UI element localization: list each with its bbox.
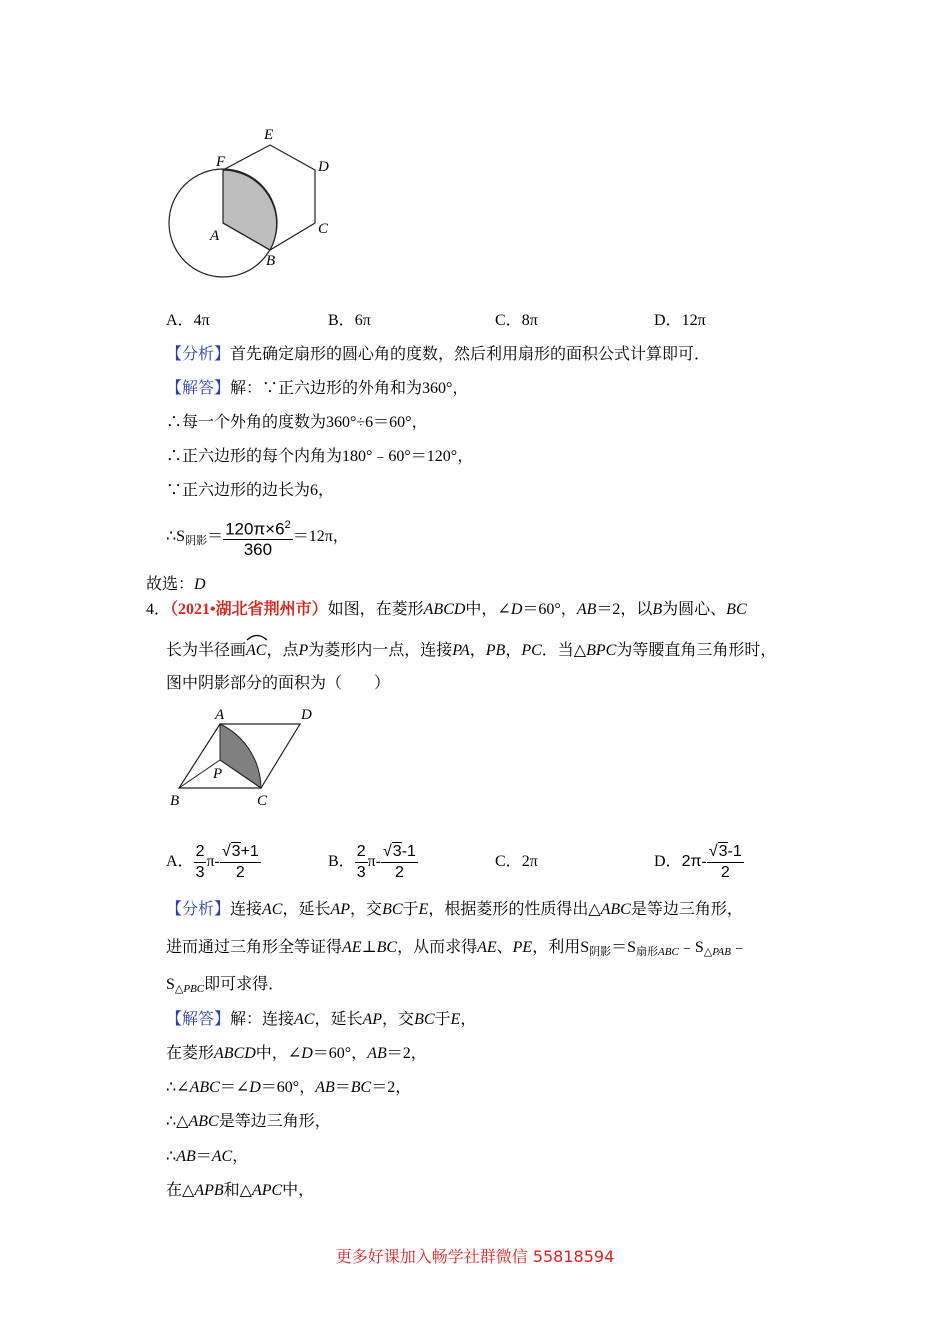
q4-option-a: A． $\frac{2}{3}$ π- $\frac{√3+1}{2}$ bbox=[166, 842, 259, 881]
hexagon-circle-figure bbox=[160, 120, 350, 285]
label-D: D bbox=[301, 707, 312, 723]
prev-answer-1: 【解答】解：∵正六边形的外角和为360°， bbox=[166, 380, 469, 397]
label-A: A bbox=[210, 228, 220, 244]
q4-option-c: C．2π bbox=[495, 853, 538, 870]
q4-answer-4: ∴△ABC是等边三角形， bbox=[166, 1113, 331, 1130]
label-E: E bbox=[264, 127, 274, 143]
q4-line-1: 4．（2021•湖北省荆州市）如图，在菱形ABCD中，∠D＝60°，AB＝2，以B为圆心、BC bbox=[146, 601, 747, 618]
prev-answer-2: ∴每一个外角的度数为360°÷6＝60°， bbox=[166, 414, 428, 431]
prev-option-a: A．4π bbox=[166, 312, 210, 329]
q4-analysis-1: 【分析】连接AC，延长AP，交BC于E，根据菱形的性质得出△ABC是等边三角形， bbox=[166, 901, 743, 918]
q4-answer-6: 在△APB和△APC中， bbox=[166, 1182, 315, 1199]
arc-symbol bbox=[246, 633, 268, 641]
prev-analysis: 【分析】首先确定扇形的圆心角的度数，然后利用扇形的面积公式计算即可． bbox=[166, 346, 711, 363]
q4-line-3: 图中阴影部分的面积为（ ） bbox=[166, 675, 391, 692]
footer-promo: 更多好课加入畅学社群微信 55818594 bbox=[335, 1247, 615, 1266]
q4-option-b: B． $\frac{2}{3}$ π- $\frac{√3-1}{2}$ bbox=[328, 842, 416, 881]
prev-choice: 故选：D bbox=[146, 576, 206, 593]
q4-analysis-3: $S_{\triangle PBC}$即可求得． bbox=[166, 976, 285, 995]
q4-option-d: D．2π- $\frac{√3-1}{2}$ bbox=[654, 842, 742, 881]
label-C: C bbox=[257, 793, 268, 809]
label-A: A bbox=[215, 707, 225, 723]
q4-answer-3: ∴∠ABC＝∠D＝60°，AB＝BC＝2， bbox=[166, 1079, 412, 1096]
q4-line-2: 长为半径画 AC，点P为菱形内一点，连接PA，PB，PC．当△BPC为等腰直角三角形时， bbox=[166, 637, 776, 661]
prev-answer-3: ∴正六边形的每个内角为180°﹣60°＝120°， bbox=[166, 448, 474, 465]
rhombus-figure bbox=[165, 700, 325, 815]
label-F: F bbox=[216, 154, 226, 170]
label-C: C bbox=[318, 221, 329, 237]
prev-formula: $\therefore S_{阴影}=$ $\frac{120\pi\times 6^2}{360}$ ＝12π， bbox=[166, 514, 349, 564]
label-P: P bbox=[213, 766, 223, 782]
label-B: B bbox=[170, 793, 180, 809]
label-B: B bbox=[266, 253, 276, 269]
prev-option-b: B．6π bbox=[328, 312, 371, 329]
prev-option-d: D．12π bbox=[654, 312, 706, 329]
q4-answer-5: ∴AB＝AC， bbox=[166, 1148, 249, 1165]
q4-answer-2: 在菱形ABCD中，∠D＝60°，AB＝2， bbox=[166, 1045, 427, 1062]
q4-analysis-2: 进而通过三角形全等证得AE⊥BC，从而求得AE、PE，利用$S_{阴影}=S_{扇形ABC}﹣S_{\triangle PAB}﹣$ bbox=[166, 939, 747, 958]
q4-answer-1: 【解答】解：连接AC，延长AP，交BC于E， bbox=[166, 1011, 477, 1028]
prev-option-c: C．8π bbox=[495, 312, 538, 329]
prev-answer-4: ∵正六边形的边长为6， bbox=[166, 482, 335, 499]
label-D: D bbox=[318, 159, 329, 175]
shaded-region bbox=[220, 724, 261, 788]
